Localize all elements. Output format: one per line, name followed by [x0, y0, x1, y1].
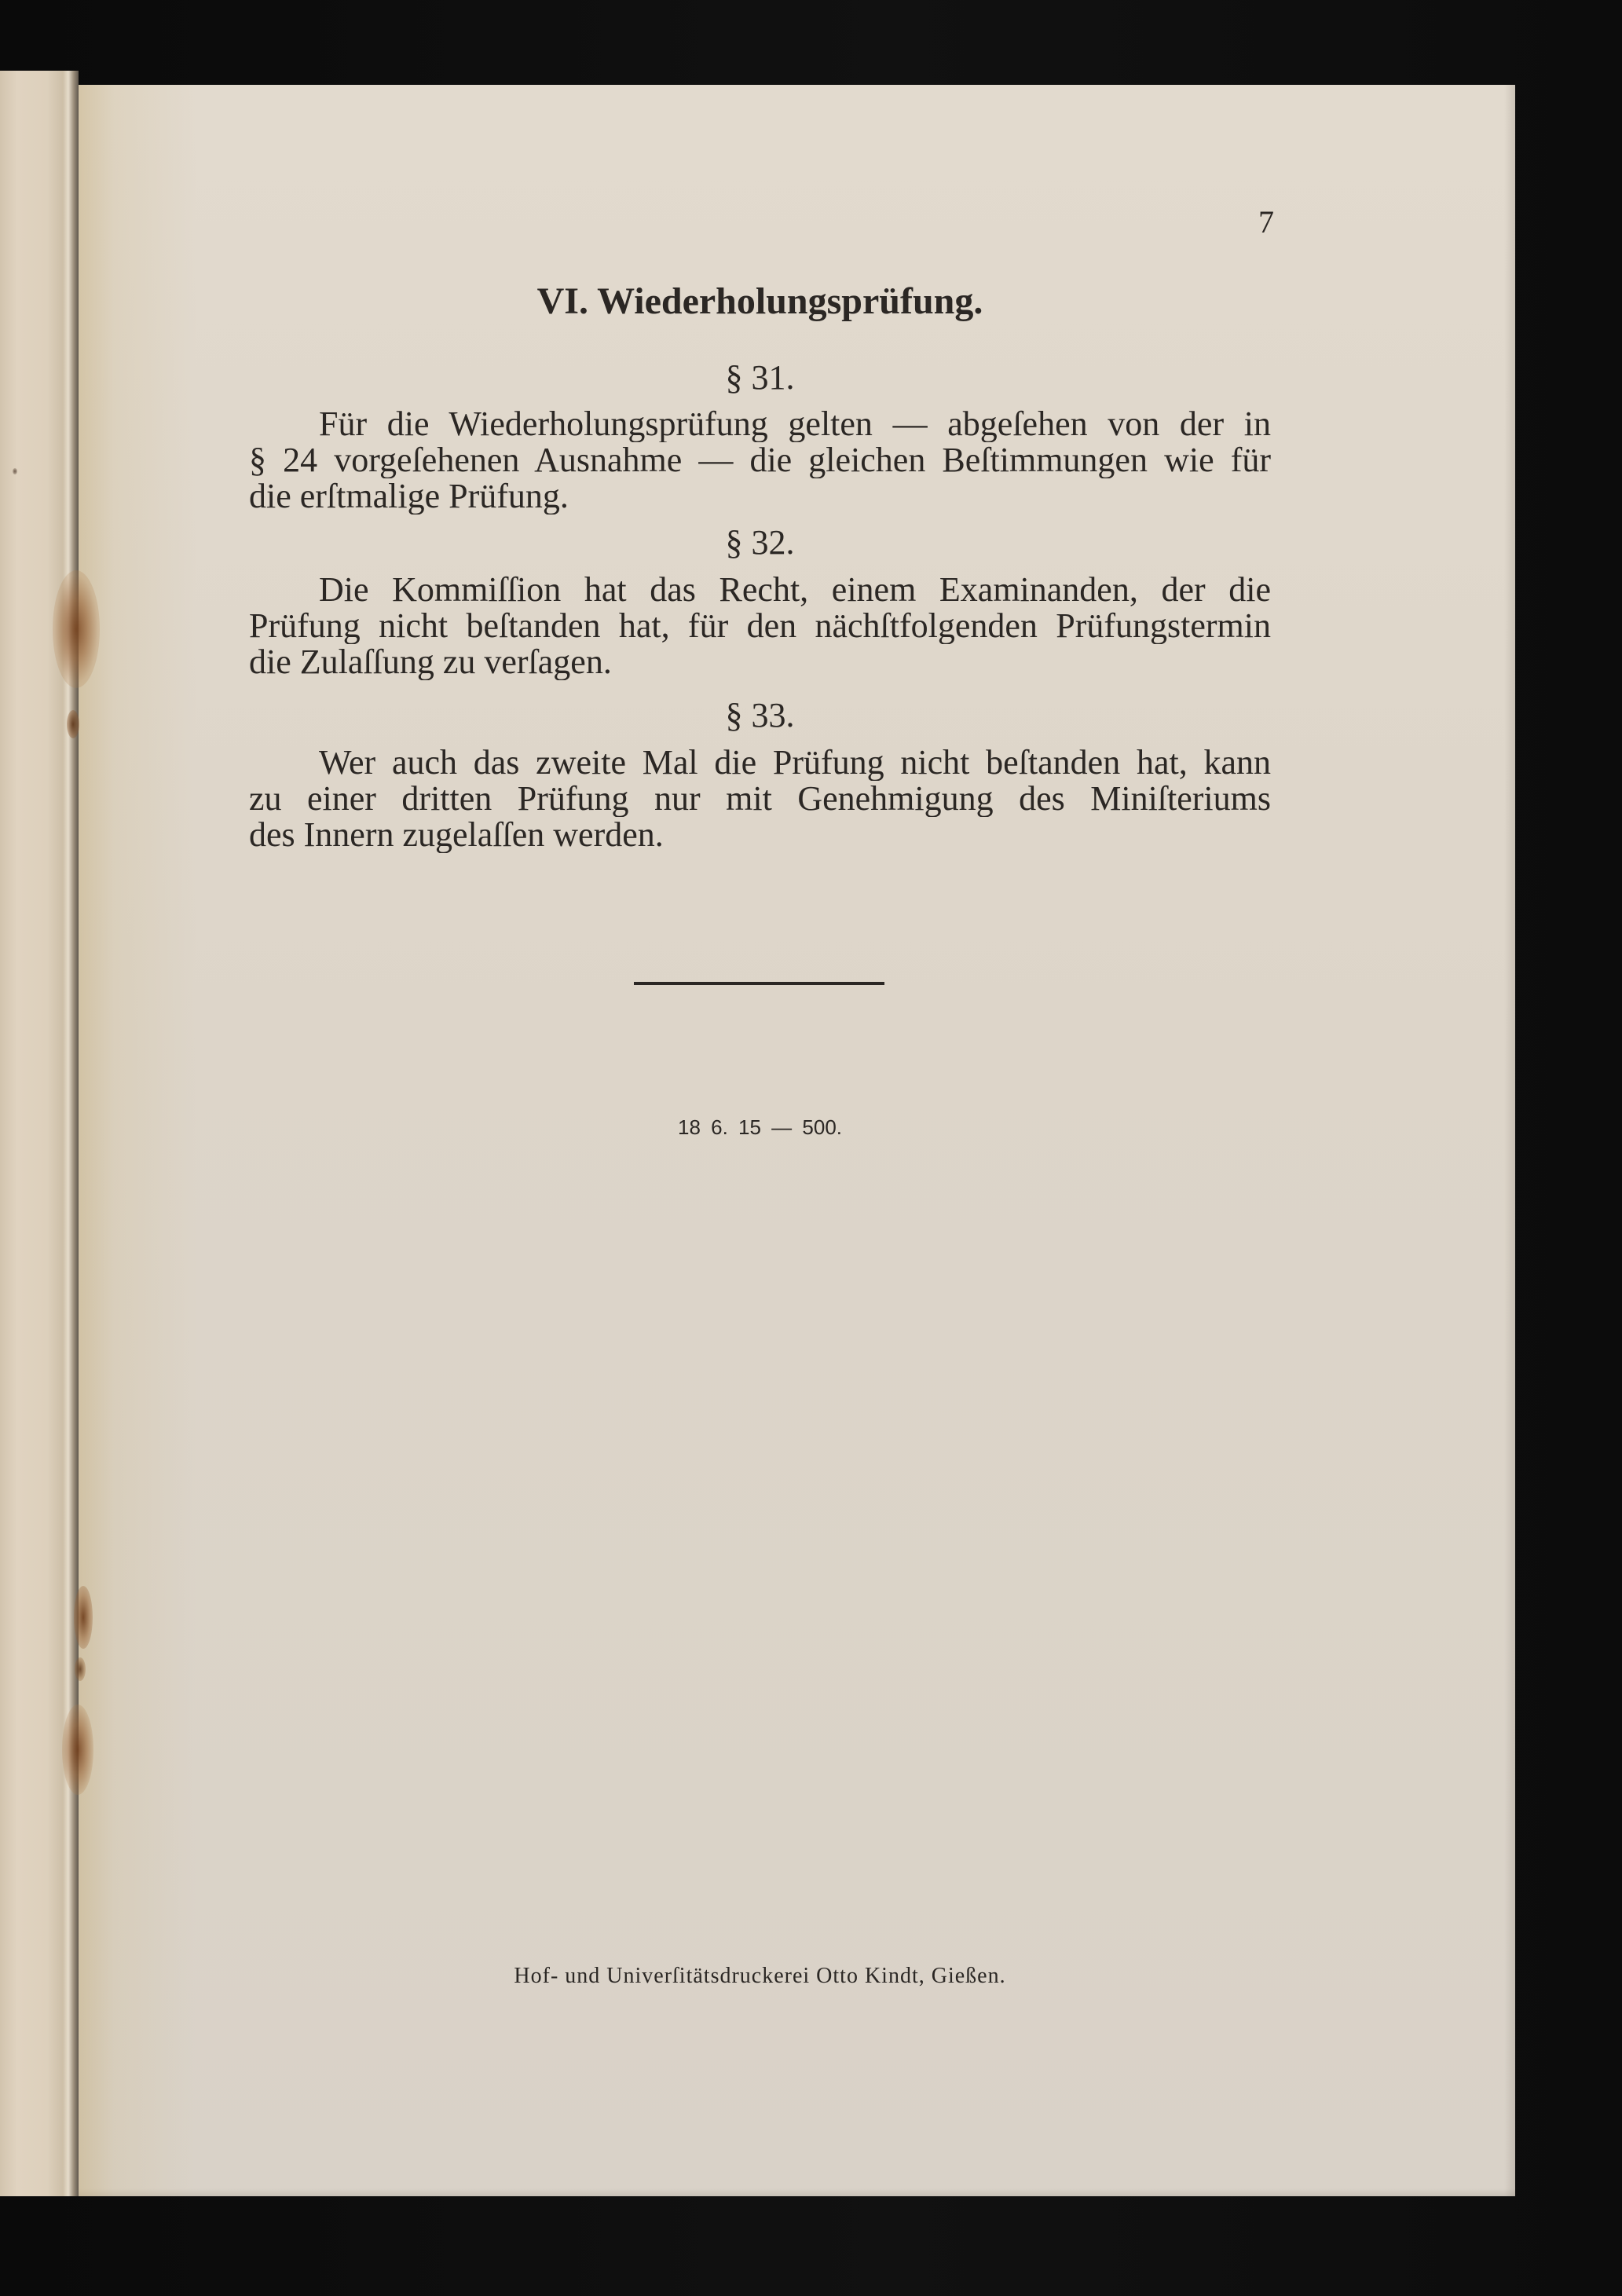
paragraph-line: § 24 vorgeſehenen Ausnahme — die gleichen Beſtimmungen wie für [249, 442, 1271, 478]
facing-page-edge [0, 71, 79, 2196]
print-code: 18 6. 15 — 500. [677, 1115, 843, 1139]
paragraph-line: die Zulaſſung zu verſagen. [249, 644, 612, 680]
printer-imprint: Hof- und Univerſitätsdruckerei Otto Kindt, Gießen. [514, 1964, 1006, 1988]
paragraph-line: zu einer dritten Prüfung nur mit Genehmigung des Miniſteriums [249, 781, 1271, 817]
paragraph-line: Die Kommiſſion hat das Recht, einem Examinanden, der die [319, 572, 1271, 608]
paper-speck [13, 468, 17, 474]
paragraph-line: Prüfung nicht beſtanden hat, für den nächſtfolgenden Prüfungstermin [249, 608, 1271, 644]
rust-stain [62, 1705, 93, 1795]
section-number: § 31. [725, 358, 795, 397]
document-page [79, 85, 1515, 2196]
rust-stain [53, 570, 100, 688]
paragraph-line: Wer auch das zweite Mal die Prüfung nicht beſtanden hat, kann [319, 745, 1271, 781]
rust-stain [67, 710, 79, 738]
section-number: § 32. [725, 523, 795, 562]
paragraph [249, 406, 1271, 514]
chapter-heading: VI. Wiederholungsprüfung. [536, 280, 983, 322]
paragraph-line: des Innern zugelaſſen werden. [249, 817, 664, 853]
rust-stain [74, 1586, 93, 1649]
section-number: § 33. [725, 696, 795, 734]
page-number: 7 [1258, 204, 1274, 240]
paragraph-line: die erſtmalige Prüfung. [249, 478, 569, 514]
paragraph [249, 745, 1271, 853]
paragraph [249, 572, 1271, 680]
paragraph-line: Für die Wiederholungsprüfung gelten — abgeſehen von der in [319, 406, 1271, 442]
rust-stain [75, 1657, 86, 1681]
horizontal-rule [634, 982, 884, 985]
